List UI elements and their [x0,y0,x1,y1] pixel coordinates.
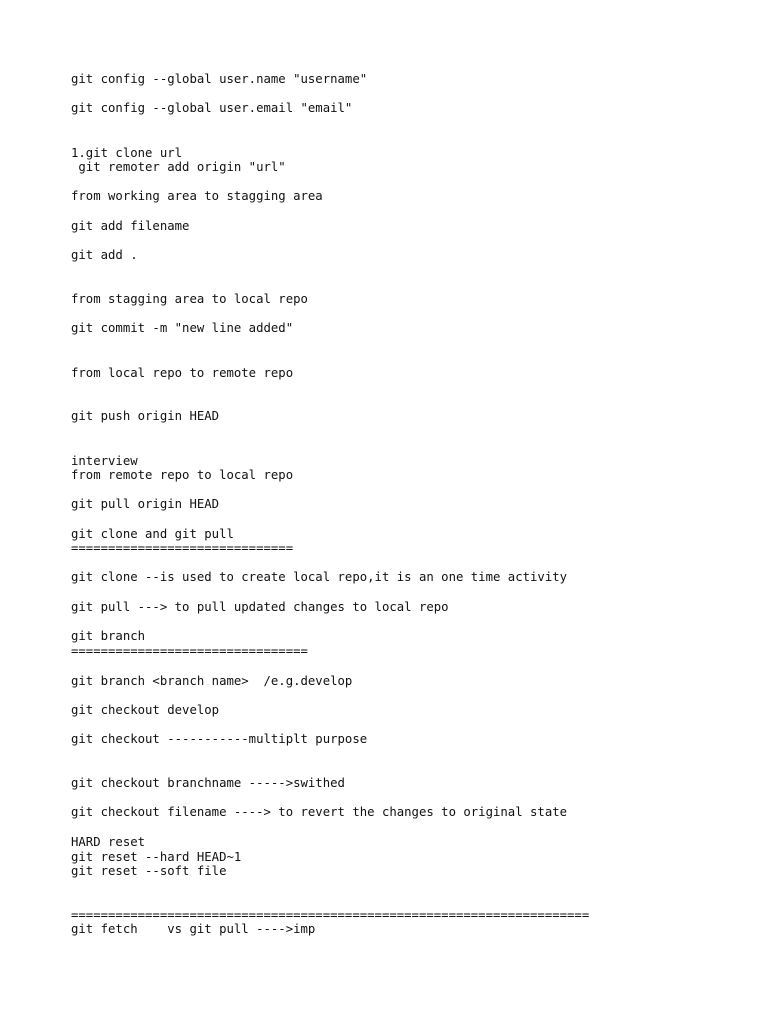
text-line: interview [71,454,138,468]
text-line: git fetch vs git pull ---->imp [71,922,316,936]
text-line: git reset --hard HEAD~1 [71,850,242,864]
separator-line: ====================================================================== [71,908,590,922]
text-line: git commit -m "new line added" [71,321,294,335]
text-line: git checkout develop [71,703,220,717]
separator-line: ================================ [71,644,308,658]
text-line: git push origin HEAD [71,409,220,423]
text-line: from local repo to remote repo [71,366,294,380]
text-line: git branch <branch name> /e.g.develop [71,674,353,688]
text-line: git checkout filename ----> to revert the changes to original state [71,805,568,819]
text-line: git remoter add origin "url" [71,160,286,174]
text-line: git add filename [71,219,190,233]
text-line: git pull ---> to pull updated changes to local repo [71,600,449,614]
text-line: git branch [71,629,146,643]
text-line: HARD reset [71,835,146,849]
text-line: git config --global user.name "username" [71,72,368,86]
text-line: git reset --soft file [71,864,227,878]
text-line: git clone and git pull [71,527,234,541]
text-line: from stagging area to local repo [71,292,308,306]
text-line: 1.git clone url [71,146,183,160]
text-line: git checkout branchname ----->swithed [71,776,345,790]
text-line: git checkout -----------multiplt purpose [71,732,368,746]
text-line: git clone --is used to create local repo,it is an one time activity [71,570,568,584]
text-line: from remote repo to local repo [71,468,294,482]
separator-line: ============================== [71,541,294,555]
text-line: git add . [71,248,138,262]
text-line: git config --global user.email "email" [71,101,353,115]
text-line: git pull origin HEAD [71,497,220,511]
text-line: from working area to stagging area [71,189,323,203]
